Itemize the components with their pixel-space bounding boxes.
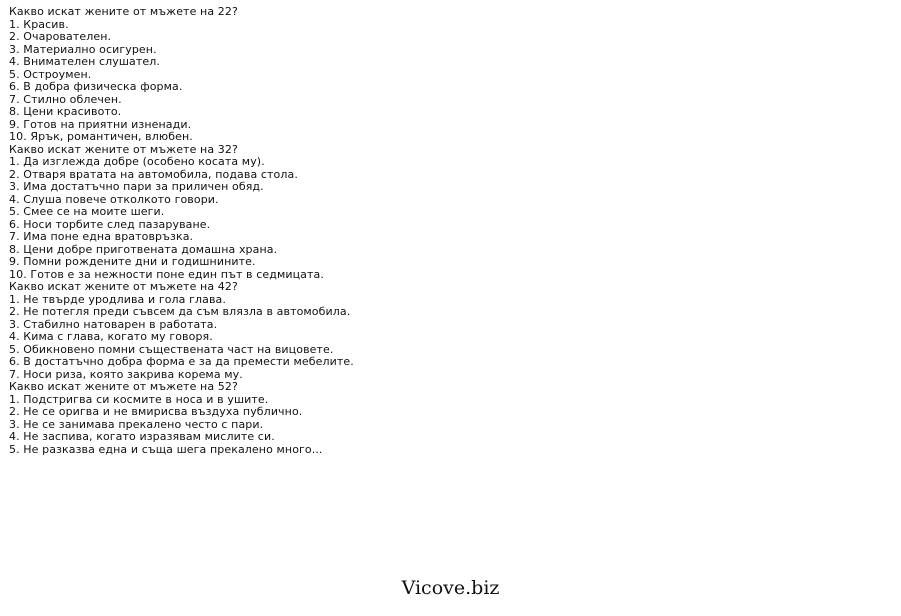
list-item: 3. Материално осигурен. xyxy=(9,42,157,56)
list-item: 2. Не се оригва и не вмирисва въздуха публично. xyxy=(9,405,303,418)
list-item: 3. Не се занимава прекалено често с пари. xyxy=(9,417,264,431)
list-item: 4. Внимателен слушател. xyxy=(9,55,160,68)
list-item: 4. Слуша повече отколкото говори. xyxy=(9,192,219,206)
list-item: 1. Да изглежда добре (особено косата му). xyxy=(9,155,265,168)
section-heading: Какво искат жените от мъжете на 52? xyxy=(9,380,238,393)
list-item: 10. Готов е за нежности поне един път в седмицата. xyxy=(9,267,324,281)
list-item: 1. Подстригва си космите в носа и в ушите. xyxy=(9,392,269,406)
list-item: 8. Цени красивото. xyxy=(9,105,122,118)
list-item: 2. Отваря вратата на автомобила, подава стола. xyxy=(9,167,298,181)
list-item: 6. В добра физическа форма. xyxy=(9,80,183,93)
list-item: 5. Смее се на моите шеги. xyxy=(9,205,165,218)
list-item: 8. Цени добре приготвената домашна храна. xyxy=(9,242,278,256)
site-watermark: Vicove.biz xyxy=(401,577,500,599)
list-item: 4. Кима с глава, когато му говоря. xyxy=(9,330,213,343)
list-item: 5. Не разказва една и съща шега прекалено много... xyxy=(9,442,323,456)
list-item: 6. Носи торбите след пазаруване. xyxy=(9,217,211,231)
list-item: 2. Очарователен. xyxy=(9,30,112,43)
joke-text xyxy=(9,6,354,456)
section-heading: Какво искат жените от мъжете на 42? xyxy=(9,280,238,293)
list-item: 3. Стабилно натоварен в работата. xyxy=(9,317,218,331)
list-item: 4. Не заспива, когато изразявам мислите си. xyxy=(9,430,275,443)
list-item: 5. Обикновено помни съществената част на вицовете. xyxy=(9,342,334,356)
list-item: 9. Готов на приятни изненади. xyxy=(9,117,192,131)
list-item: 7. Стилно облечен. xyxy=(9,92,122,106)
list-item: 10. Ярък, романтичен, влюбен. xyxy=(9,130,193,143)
section-heading: Какво искат жените от мъжете на 22? xyxy=(9,5,238,18)
list-item: 2. Не потегля преди съвсем да съм влязла в автомобила. xyxy=(9,305,351,318)
section-heading: Какво искат жените от мъжете на 32? xyxy=(9,142,238,156)
list-item: 7. Носи риза, която закрива корема му. xyxy=(9,367,243,381)
list-item: 3. Има достатъчно пари за приличен обяд. xyxy=(9,180,264,193)
list-item: 1. Не твърде уродлива и гола глава. xyxy=(9,292,226,306)
list-item: 5. Остроумен. xyxy=(9,67,92,81)
list-item: 7. Има поне една вратовръзка. xyxy=(9,230,194,243)
list-item: 9. Помни рождените дни и годишнините. xyxy=(9,255,256,268)
list-item: 6. В достатъчно добра форма е за да премести мебелите. xyxy=(9,355,354,368)
list-item: 1. Красив. xyxy=(9,17,69,31)
